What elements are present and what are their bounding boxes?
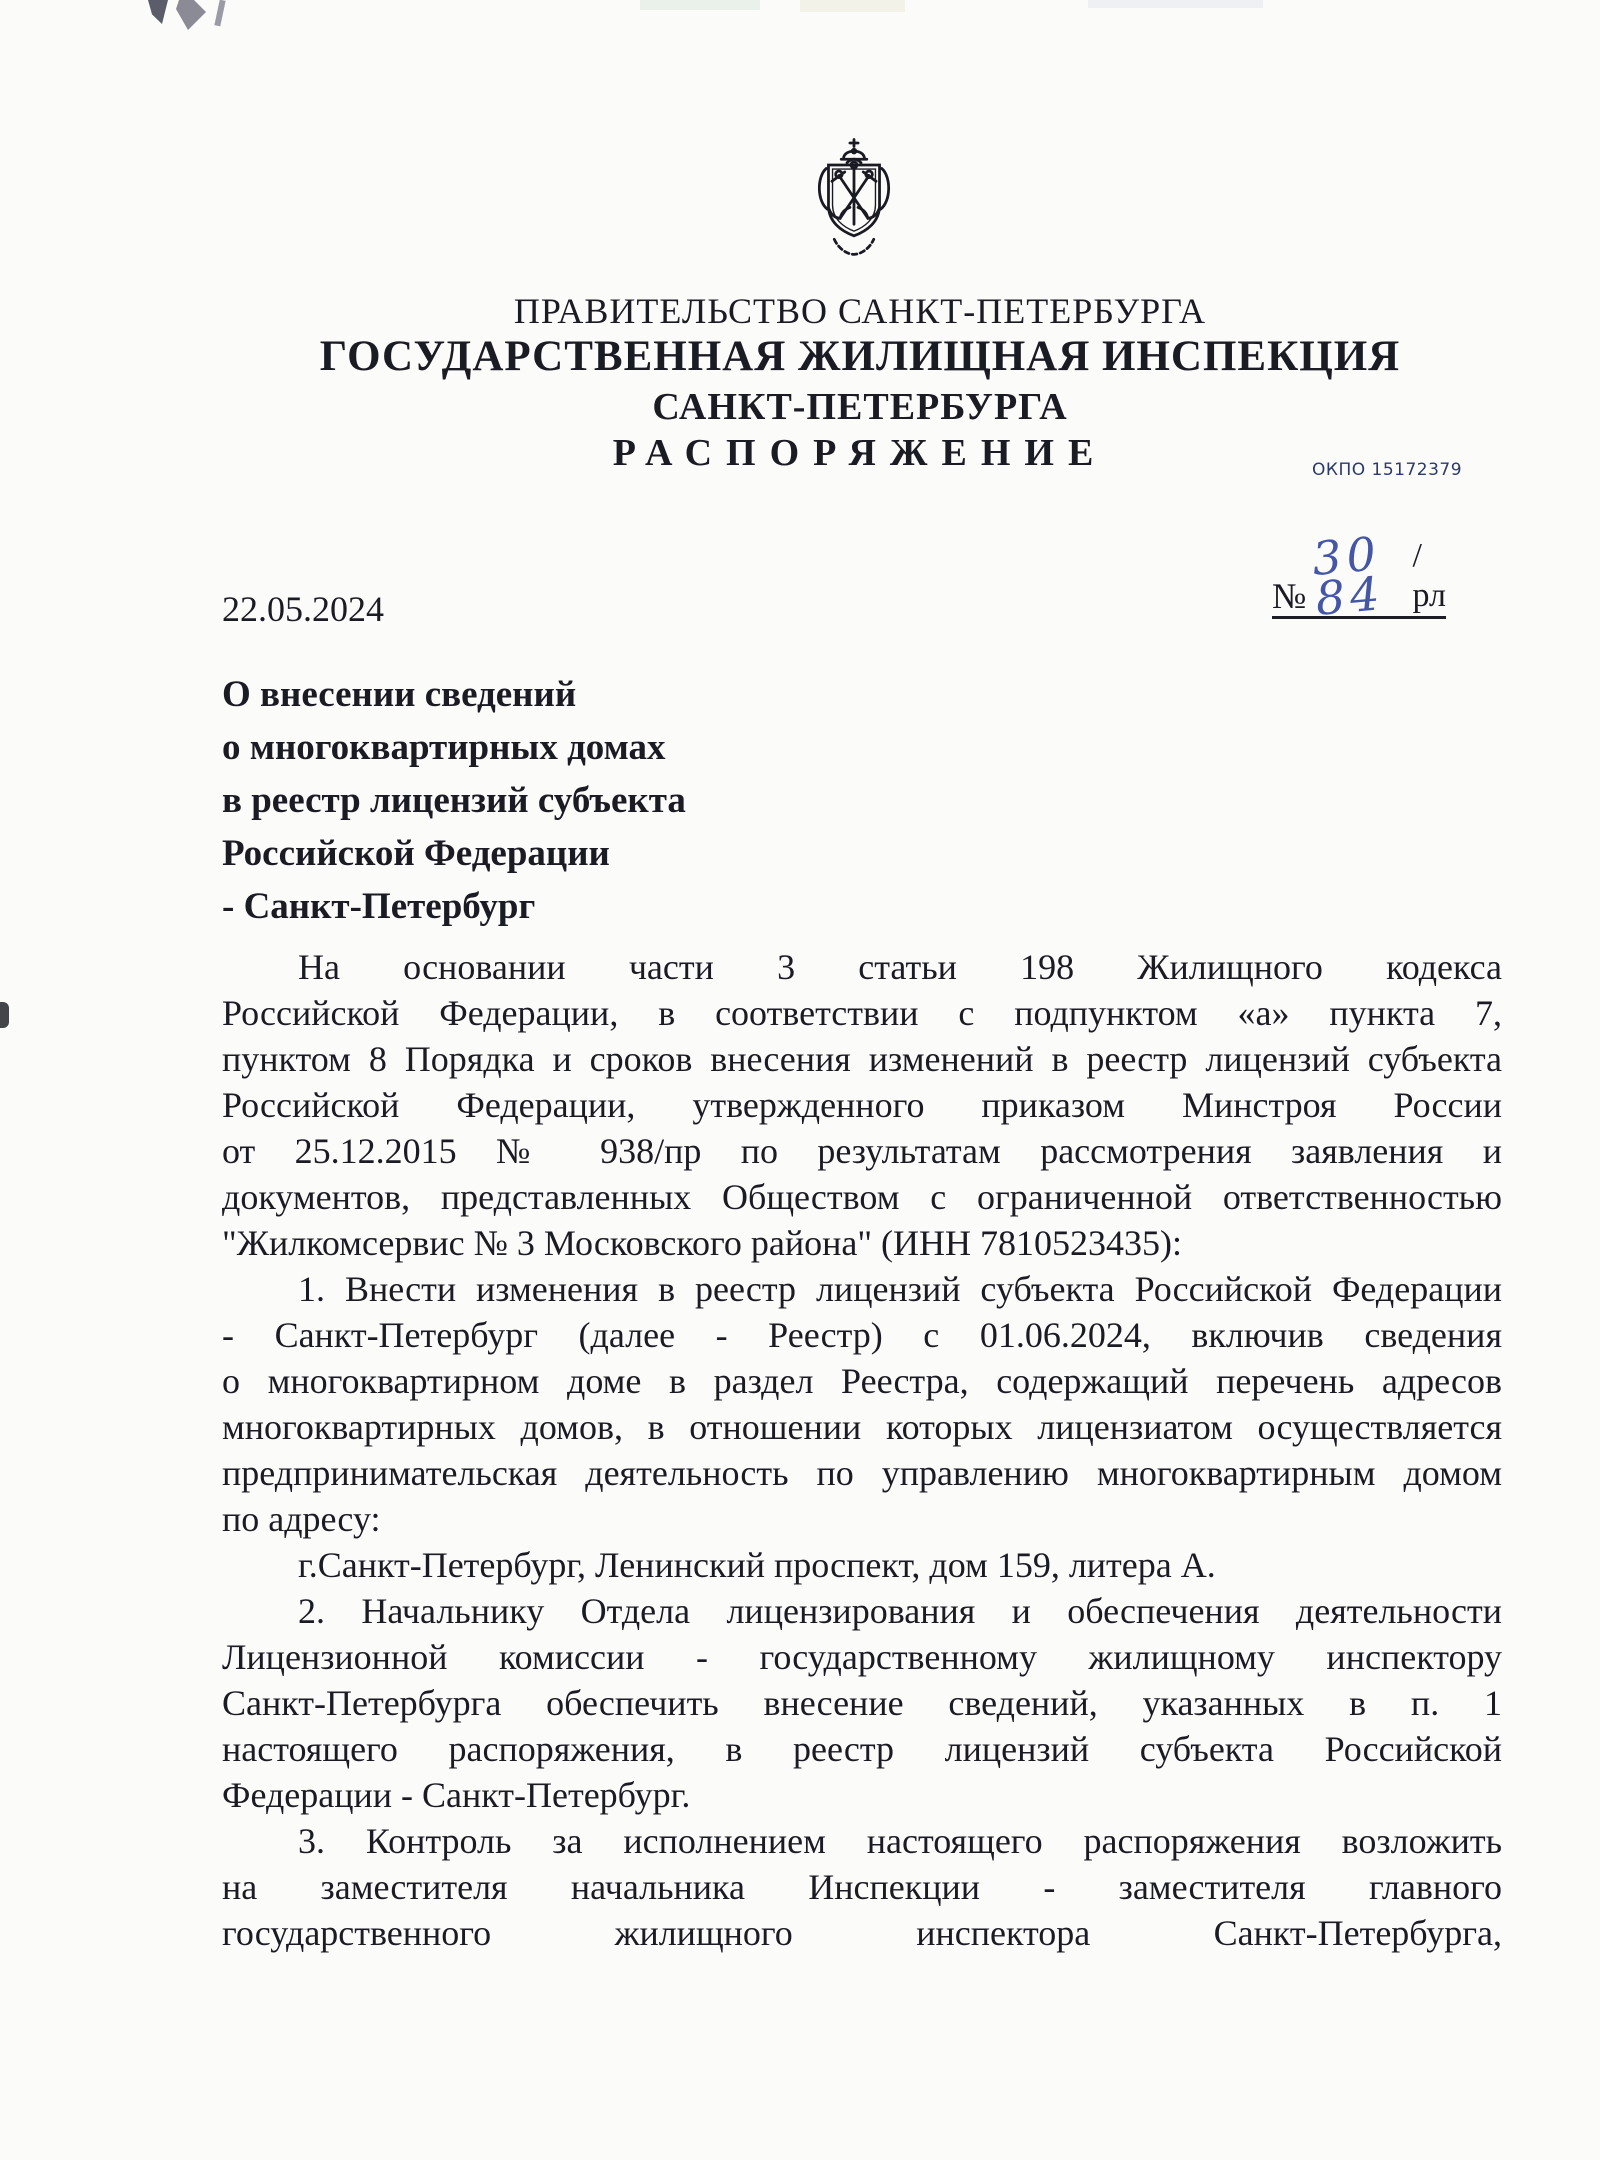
body-line: На основании части 3 статьи 198 Жилищного кодекса [298,947,1502,987]
city-title: САНКТ-ПЕТЕРБУРГА [652,386,1068,428]
subject-line: - Санкт-Петербург [222,886,536,927]
inspection-title: ГОСУДАРСТВЕННАЯ ЖИЛИЩНАЯ ИНСПЕКЦИЯ [319,333,1401,380]
handwritten-number: 30 84 [1310,526,1387,626]
coat-of-arms-icon [796,136,912,266]
subject-line: о многоквартирных домах [222,727,666,768]
number-sign: № [1272,576,1307,616]
body-line: предпринимательская деятельность по управлению многоквартирным домом [222,1453,1502,1493]
scan-artifact [1088,0,1263,8]
body-line: пунктом 8 Порядка и сроков внесения изменений в реестр лицензий субъекта [222,1039,1502,1079]
body-line: государственного жилищного инспектора Санкт-Петербурга, [222,1913,1502,1953]
scan-artifact [800,0,905,12]
body-line: "Жилкомсервис № 3 Московского района" (ИНН 7810523435): [222,1223,1183,1263]
body-line: Российской Федерации, в соответствии с подпунктом «а» пункта 7, [222,993,1502,1033]
subject-block [222,668,686,933]
body-line: Федерации - Санкт-Петербург. [222,1775,691,1815]
number-suffix: /рл [1412,537,1447,614]
scan-artifact [640,0,760,10]
body-line: на заместителя начальника Инспекции - заместителя главного [222,1867,1502,1907]
body-line: 1. Внести изменения в реестр лицензий субъекта Российской Федерации [298,1269,1502,1309]
body-text [222,944,1502,1956]
document-number [1272,526,1447,626]
document-date: 22.05.2024 [222,589,384,629]
body-line: Санкт-Петербурга обеспечить внесение сведений, указанных в п. 1 [222,1683,1502,1723]
body-line: документов, представленных Обществом с ограниченной ответственностью [222,1177,1502,1217]
scan-artifact [176,0,206,30]
body-line: Лицензионной комиссии - государственному жилищному инспектору [222,1637,1502,1677]
body-line: 3. Контроль за исполнением настоящего распоряжения возложить [298,1821,1502,1861]
body-line: - Санкт-Петербург (далее - Реестр) с 01.06.2024, включив сведения [222,1315,1502,1355]
scan-artifact [148,0,168,24]
body-line: Российской Федерации, утвержденного приказом Минстроя России [222,1085,1502,1125]
body-line: 2. Начальнику Отдела лицензирования и обеспечения деятельности [298,1591,1502,1631]
body-line: многоквартирных домов, в отношении которых лицензиатом осуществляется [222,1407,1502,1447]
subject-line: Российской Федерации [222,833,610,874]
okpo-code: ОКПО 15172379 [1312,460,1463,480]
body-line: по адресу: [222,1499,381,1539]
body-line-address: г.Санкт-Петербург, Ленинский проспект, дом 159, литера А. [298,1545,1216,1585]
body-line: от 25.12.2015 № 938/пр по результатам рассмотрения заявления и [222,1131,1502,1171]
subject-line: в реестр лицензий субъекта [222,780,686,821]
subject-line: О внесении сведений [222,674,577,715]
scan-artifact [0,1002,9,1028]
scan-artifact [214,0,225,26]
body-line: настоящего распоряжения, в реестр лицензий субъекта Российской [222,1729,1502,1769]
body-line: о многоквартирном доме в раздел Реестра, содержащий перечень адресов [222,1361,1502,1401]
document-header [165,288,1555,476]
document-type-title: РАСПОРЯЖЕНИЕ [612,432,1108,474]
government-title: ПРАВИТЕЛЬСТВО САНКТ-ПЕТЕРБУРГА [513,291,1207,331]
